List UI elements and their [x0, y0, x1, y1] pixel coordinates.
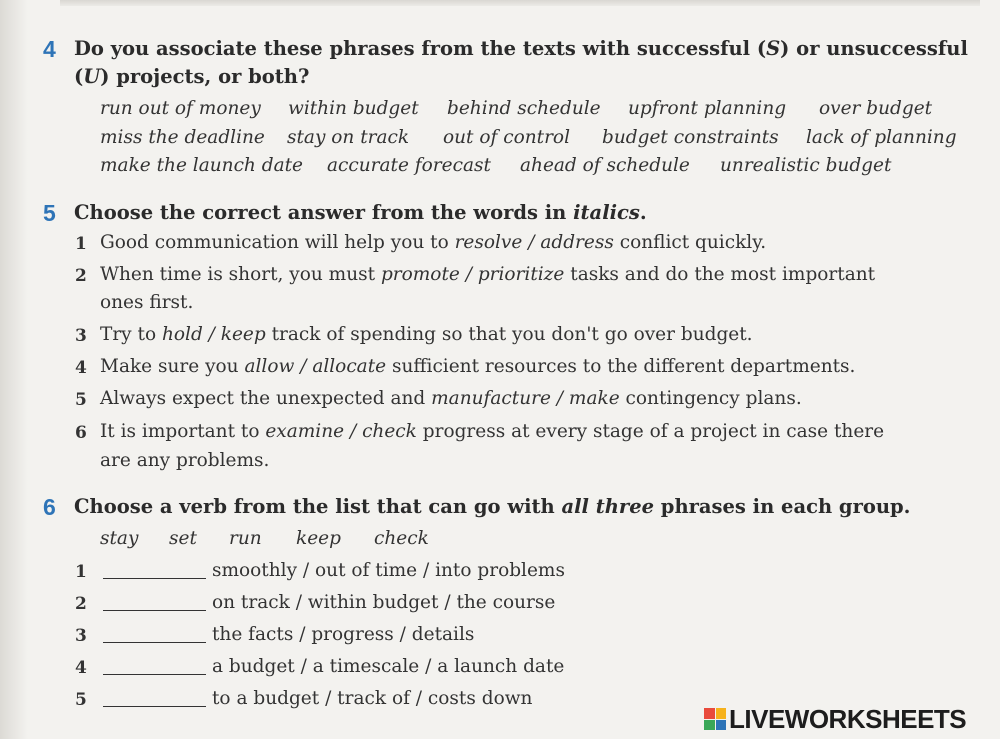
question-text-continued: are any problems. — [100, 450, 270, 471]
question-number: 1 — [75, 562, 87, 582]
answer-blank[interactable] — [103, 642, 206, 643]
phrase: ahead of schedule — [520, 155, 690, 176]
verb-option: check — [374, 528, 429, 549]
question-text-continued: ones first. — [100, 292, 194, 313]
phrase: make the launch date — [100, 155, 303, 176]
exercise-5-instruction: Choose the correct answer from the words in italics. — [74, 201, 647, 224]
question-text: Good communication will help you to resolve / address conflict quickly. — [100, 232, 767, 253]
answer-blank[interactable] — [103, 578, 206, 579]
answer-blank[interactable] — [103, 610, 206, 611]
verb-option: set — [169, 528, 197, 549]
question-number: 1 — [75, 234, 87, 254]
exercise-4-number: 4 — [43, 36, 56, 62]
phrase: budget constraints — [602, 127, 779, 148]
question-number: 3 — [75, 626, 87, 646]
question-text: It is important to examine / check progress at every stage of a project in case there — [100, 421, 885, 442]
exercise-5-number: 5 — [43, 200, 56, 226]
question-number: 2 — [75, 266, 87, 286]
verb-option: keep — [296, 528, 341, 549]
question-text: When time is short, you must promote / prioritize tasks and do the most important — [100, 264, 876, 285]
phrase: over budget — [819, 98, 933, 119]
question-text: the facts / progress / details — [212, 624, 475, 645]
answer-blank[interactable] — [103, 674, 206, 675]
phrase: lack of planning — [806, 127, 957, 148]
phrase: out of control — [443, 127, 570, 148]
question-text: on track / within budget / the course — [212, 592, 556, 613]
top-band — [60, 0, 980, 6]
liveworksheets-logo — [704, 702, 966, 736]
logo-grid-icon — [704, 708, 726, 730]
exercise-4-instruction-line1: Do you associate these phrases from the texts with successful (S) or unsuccessful — [74, 37, 968, 60]
question-number: 4 — [75, 658, 87, 678]
question-text: to a budget / track of / costs down — [212, 688, 533, 709]
question-number: 2 — [75, 594, 87, 614]
page-shadow — [0, 0, 28, 739]
logo-text: LIVEWORKSHEETS — [729, 703, 967, 734]
question-text: Always expect the unexpected and manufacture / make contingency plans. — [100, 388, 802, 409]
phrase: behind schedule — [447, 98, 601, 119]
exercise-4-instruction-line2: (U) projects, or both? — [74, 65, 310, 88]
phrase: unrealistic budget — [720, 155, 892, 176]
exercise-6-number: 6 — [43, 494, 56, 520]
phrase: run out of money — [100, 98, 261, 119]
phrase: within budget — [288, 98, 419, 119]
question-text: a budget / a timescale / a launch date — [212, 656, 565, 677]
phrase: stay on track — [287, 127, 410, 148]
question-number: 6 — [75, 423, 87, 443]
question-number: 3 — [75, 326, 87, 346]
phrase: accurate forecast — [327, 155, 491, 176]
phrase: upfront planning — [628, 98, 787, 119]
exercise-6-instruction: Choose a verb from the list that can go with all three phrases in each group. — [74, 495, 911, 518]
question-number: 4 — [75, 358, 87, 378]
verb-option: run — [229, 528, 262, 549]
question-number: 5 — [75, 390, 87, 410]
question-text: Make sure you allow / allocate sufficient resources to the different departments. — [100, 356, 856, 377]
phrase: miss the deadline — [100, 127, 265, 148]
verb-option: stay — [100, 528, 139, 549]
question-text: Try to hold / keep track of spending so that you don't go over budget. — [100, 324, 753, 345]
question-number: 5 — [75, 690, 87, 710]
answer-blank[interactable] — [103, 706, 206, 707]
question-text: smoothly / out of time / into problems — [212, 560, 565, 581]
